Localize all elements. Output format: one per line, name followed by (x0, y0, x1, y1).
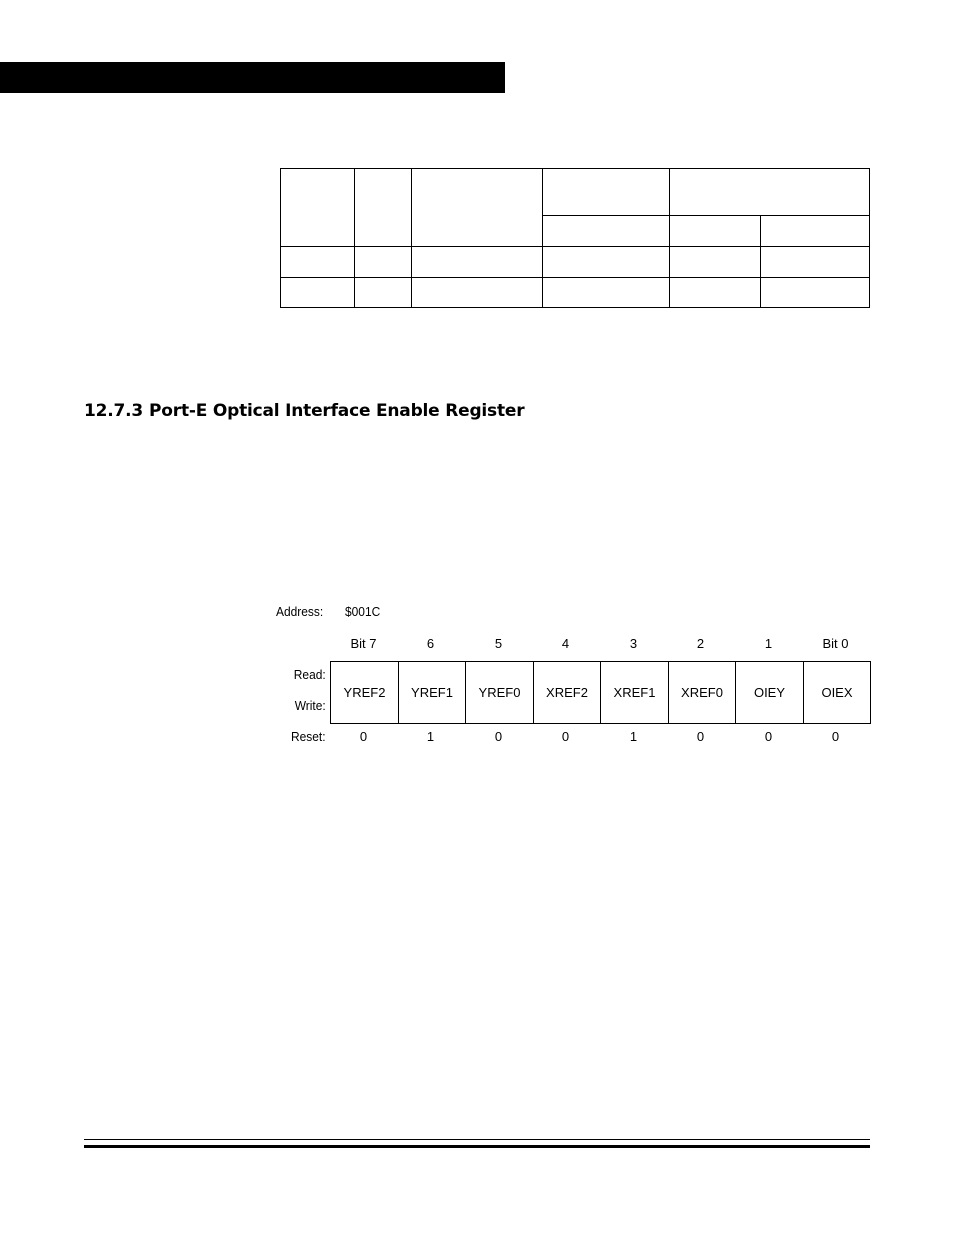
bit-header: 3 (629, 636, 638, 651)
write-label: Write: (294, 698, 326, 713)
table-cell (761, 247, 870, 278)
bit-header: 1 (764, 636, 773, 651)
reset-value: 0 (561, 729, 570, 744)
footer-rule (84, 1139, 870, 1140)
table-cell (281, 169, 355, 247)
table-cell (670, 247, 761, 278)
table-cell (355, 247, 412, 278)
field-xref1: XREF1 (601, 662, 669, 723)
table-cell (355, 169, 412, 247)
field-yref2: YREF2 (331, 662, 399, 723)
reset-value: 0 (696, 729, 705, 744)
table-row (281, 169, 870, 216)
footer-rule (84, 1145, 870, 1148)
data-table (280, 168, 870, 308)
read-label: Read: (294, 667, 326, 682)
section-heading (84, 401, 524, 421)
reset-value: 0 (494, 729, 503, 744)
table-row (281, 278, 870, 308)
field-oiey: OIEY (736, 662, 804, 723)
field-oiex: OIEX (804, 662, 871, 723)
table-cell (281, 278, 355, 308)
address-label: Address: (276, 604, 324, 619)
reset-value: 0 (359, 729, 368, 744)
bit-header: Bit 0 (822, 636, 849, 651)
bit-header: 5 (494, 636, 503, 651)
field-yref1: YREF1 (399, 662, 466, 723)
table-cell (670, 278, 761, 308)
field-xref2: XREF2 (534, 662, 601, 723)
field-yref0: YREF0 (466, 662, 534, 723)
field-xref0: XREF0 (669, 662, 736, 723)
table-cell (543, 216, 670, 247)
reset-label: Reset: (291, 729, 326, 744)
section-number: 12.7.3 (84, 401, 144, 421)
table-cell (543, 278, 670, 308)
reset-value: 0 (831, 729, 840, 744)
table-cell (761, 278, 870, 308)
table-cell (355, 278, 412, 308)
table-cell (281, 247, 355, 278)
reset-value: 1 (629, 729, 638, 744)
table-cell (761, 216, 870, 247)
table-cell (670, 216, 761, 247)
register-fields (330, 661, 871, 724)
table-cell (543, 169, 670, 216)
table-cell (412, 278, 543, 308)
page-header-bar (0, 62, 505, 93)
address-value: $001C (345, 604, 381, 619)
bit-header: 6 (426, 636, 435, 651)
table-row (281, 247, 870, 278)
bit-header: 4 (561, 636, 570, 651)
bit-header: Bit 7 (350, 636, 377, 651)
reset-value: 1 (426, 729, 435, 744)
table-cell (412, 247, 543, 278)
section-title: Port-E Optical Interface Enable Register (149, 401, 525, 421)
reset-value: 0 (764, 729, 773, 744)
table-cell (543, 247, 670, 278)
bit-header: 2 (696, 636, 705, 651)
table-cell (670, 169, 870, 216)
table-cell (412, 169, 543, 247)
